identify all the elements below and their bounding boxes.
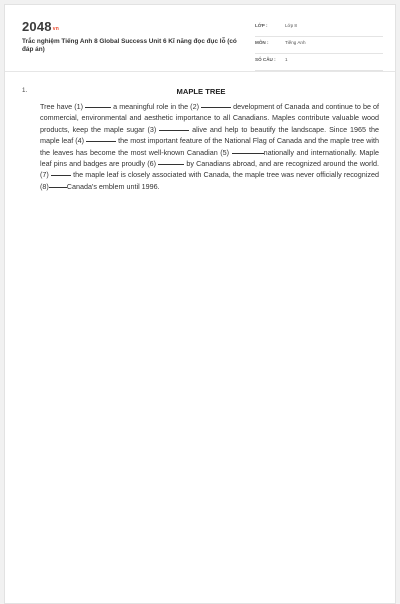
meta-row-subject [255,37,383,54]
blank-5 [232,147,264,154]
meta-label: MÔN : [255,40,269,45]
passage-segment: by Canadians abroad, and are recognized around the world. (7) [40,159,379,180]
meta-row-class [255,20,383,37]
document-page [4,4,396,604]
logo-text: 2048 [22,19,52,34]
passage-text [40,101,379,192]
passage-segment: nationally and internationally. Maple leaf pins and badges are proudly (6) [40,147,380,169]
meta-value: Tiếng Anh [285,40,306,45]
question-number: 1. [22,87,28,94]
meta-value: 1 [285,57,288,62]
blank-4 [86,135,116,142]
passage-segment: a meaningful role in the (2) [113,102,199,111]
document-title: Trắc nghiệm Tiếng Anh 8 Global Success Unit 6 Kĩ năng đọc đục lỗ (có đáp án) [22,38,237,54]
blank-6 [158,158,184,165]
blank-3 [159,124,189,131]
passage-segment: the maple leaf is closely associated with Canada, the maple tree was never officially recognized (8) [40,170,379,191]
meta-row-count [255,54,383,71]
blank-1 [85,101,111,108]
blank-7 [51,169,71,176]
passage-segment: Canada's emblem until 1996. [66,181,160,191]
header-divider [5,71,395,72]
meta-label: LỚP : [255,23,268,28]
blank-2 [201,101,231,108]
passage-title: MAPLE TREE [176,87,226,96]
logo-suffix: vn [52,26,59,32]
site-logo[interactable] [22,19,59,34]
passage-segment: development of Canada and continue to be of commercial, environmental and aesthetic importance to all Canadians. Maples contribute valuable wood products, keep the maple sugar (3) [40,102,379,134]
passage-segment: alive and help to beautify the landscape. Since 1965 the maple leaf (4) [40,124,379,146]
meta-value: Lớp 8 [285,23,297,28]
passage-segment: Tree have (1) [40,102,84,111]
blank-8 [49,181,67,188]
meta-label: SỐ CÂU : [255,57,276,62]
meta-info [255,20,383,71]
passage-segment: the most important feature of the National Flag of Canada and the maple tree with the leaves has become the most well-known Canadian (5) [40,136,379,157]
